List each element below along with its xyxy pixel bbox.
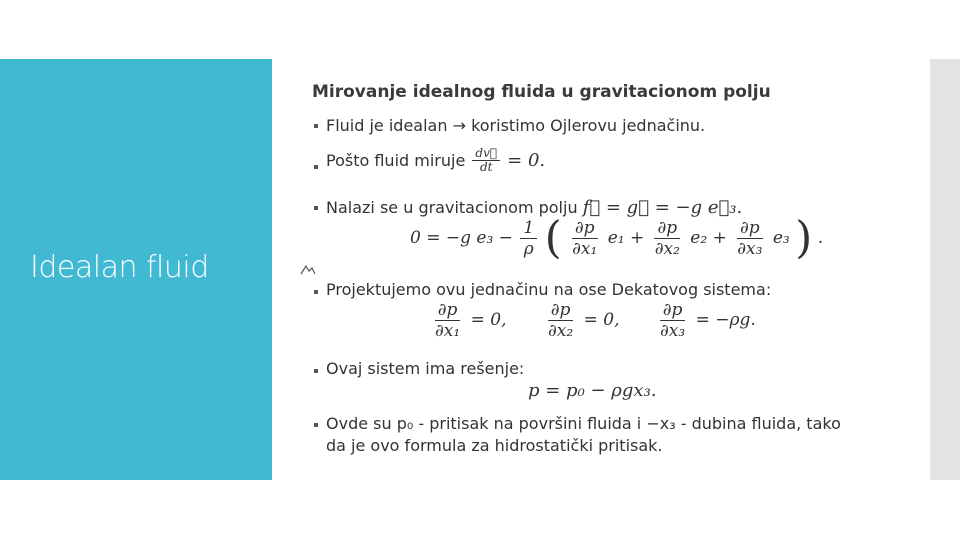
- bullet-euler-text: Fluid je idealan → koristimo Ojlerovu jednačinu.: [326, 116, 706, 135]
- bullet-projection-text: Projektujemo ovu jednačinu na ose Dekatovog sistema:: [326, 280, 772, 299]
- dp-num: ∂p: [654, 218, 680, 239]
- proj2-rhs: = 0,: [583, 310, 620, 330]
- solution-equation: p = p₀ − ρgx₃.: [528, 380, 657, 401]
- content-heading: Mirovanje idealnog fluida u gravitacionom polju: [312, 82, 771, 102]
- bullet-solution-text: Ovaj sistem ima rešenje:: [326, 359, 525, 378]
- image-placeholder-icon: [300, 263, 316, 279]
- slide-title: Idealan fluid: [30, 250, 209, 285]
- bullet-marker: [314, 165, 318, 169]
- dt-denominator: dt: [479, 160, 493, 174]
- proj1-frac: [432, 300, 463, 341]
- one-over-rho: [520, 218, 537, 259]
- dv-dt-fraction: [472, 147, 500, 174]
- projection-eq-1: [430, 300, 506, 341]
- close-paren: ): [795, 212, 813, 264]
- rest-suffix: = 0.: [507, 150, 546, 171]
- euler-end-dot: .: [817, 228, 824, 248]
- dp-dx3: [734, 218, 765, 259]
- euler-equation: [410, 212, 824, 264]
- dp-num: ∂p: [660, 300, 686, 321]
- bullet-marker: [314, 206, 318, 210]
- field-prefix: Nalazi se u gravitacionom polju: [326, 198, 578, 217]
- proj3-rhs: = −ρg.: [695, 310, 756, 330]
- bullet-marker: [314, 124, 318, 128]
- dp-num: ∂p: [435, 300, 461, 321]
- image-placeholder-glyph: [300, 263, 316, 275]
- proj3-frac: [657, 300, 688, 341]
- e1-term: e₁ +: [607, 228, 645, 248]
- dp-dx2: [652, 218, 683, 259]
- bullet-rest-text: [326, 147, 545, 174]
- dx3-den: ∂x₃: [737, 239, 763, 259]
- bullet-explanation-line-2: da je ovo formula za hidrostatički pritisak.: [326, 436, 663, 455]
- e2-term: e₂ +: [690, 228, 727, 248]
- rest-prefix: Pošto fluid miruje: [326, 151, 466, 170]
- dx2-den: ∂x₂: [654, 239, 680, 259]
- projection-eq-3: [655, 300, 756, 341]
- open-paren: (: [544, 212, 562, 264]
- proj1-rhs: = 0,: [470, 310, 507, 330]
- dp-num: ∂p: [572, 218, 598, 239]
- bullet-explanation-line-1: Ovde su p₀ - pritisak na površini fluida i −x₃ - dubina fluida, tako: [326, 414, 841, 433]
- field-math: f⃗ = g⃗ = −g e⃗₃.: [582, 197, 743, 218]
- rho-denominator: ρ: [523, 239, 534, 259]
- dx1-den: ∂x₁: [435, 321, 461, 341]
- one-numerator: 1: [520, 218, 537, 239]
- e3-term: e₃: [772, 228, 790, 248]
- dp-num: ∂p: [548, 300, 574, 321]
- dx3-den: ∂x₃: [660, 321, 686, 341]
- bullet-marker: [314, 369, 318, 373]
- projection-eq-2: [543, 300, 619, 341]
- euler-lhs: 0 = −g e₃ −: [410, 228, 513, 248]
- bullet-marker: [314, 290, 318, 294]
- dp-num: ∂p: [737, 218, 763, 239]
- dp-dx1: [569, 218, 600, 259]
- bullet-marker: [314, 423, 318, 427]
- proj2-frac: [545, 300, 576, 341]
- dx1-den: ∂x₁: [572, 239, 598, 259]
- bullet-field-text: [326, 197, 742, 218]
- dx2-den: ∂x₂: [548, 321, 574, 341]
- dv-numerator: dv⃗: [472, 147, 500, 161]
